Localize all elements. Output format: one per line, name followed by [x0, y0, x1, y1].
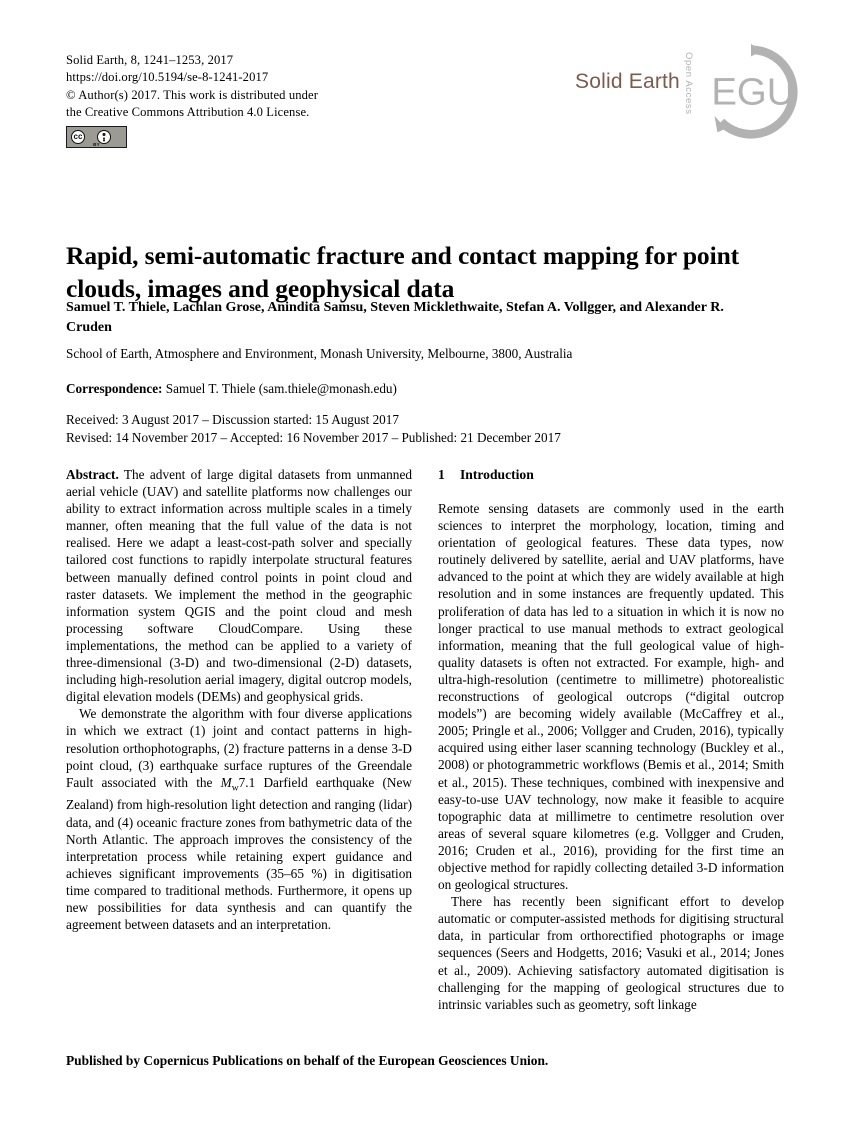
publication-dates — [66, 411, 766, 447]
doi-link[interactable]: https://doi.org/10.5194/se-8-1241-2017 — [66, 70, 269, 85]
creative-commons-icon: cc — [71, 130, 85, 144]
magnitude-subscript: w — [231, 782, 239, 794]
masthead — [66, 52, 486, 148]
abstract-paragraph-1 — [66, 466, 412, 705]
abstract-body-2a: We demonstrate the algorithm with four diverse applications in which we extract (1) joint and contact patterns in high-resolution orthophotographs, (2) fracture patterns in a dense 3-D point cloud, (3) earthquake surface ruptures of the Greendale Fault associated with the — [66, 706, 412, 790]
dates-line-2: Revised: 14 November 2017 – Accepted: 16 November 2017 – Published: 21 December 2017 — [66, 430, 561, 445]
journal-citation-line: Solid Earth, 8, 1241–1253, 2017 — [66, 53, 234, 67]
affiliation: School of Earth, Atmosphere and Environment, Monash University, Melbourne, 3800, Australia — [66, 346, 573, 361]
section-heading-introduction — [438, 466, 784, 483]
person-glyph — [103, 133, 106, 136]
section-title: Introduction — [460, 467, 534, 482]
svg-text:EGU: EGU — [711, 70, 795, 114]
cc-by-license-badge[interactable] — [66, 126, 127, 148]
egu-logo-icon — [703, 44, 799, 140]
dates-line-1: Received: 3 August 2017 – Discussion started: 15 August 2017 — [66, 412, 399, 427]
publisher-footer: Published by Copernicus Publications on behalf of the European Geosciences Union. — [66, 1053, 549, 1068]
magnitude-symbol — [220, 774, 239, 794]
copyright-line-2: the Creative Commons Attribution 4.0 License. — [66, 105, 310, 120]
correspondence-line — [66, 380, 766, 398]
page-title: Rapid, semi-automatic fracture and contact mapping for point clouds, images and geophysical data — [66, 241, 740, 304]
intro-paragraph-2: There has recently been significant effort to develop automatic or computer-assisted methods for digitising structural data, in particular from orthorectified photographs or image sequences (Seers and Hodgetts, 2016; Vasuki et al., 2014; Jones et al., 2009). Achieving satisfactory automated digitisation is challenging for the mapping of geological structures due to intrinsic variables such as geometry, soft linkage — [438, 894, 784, 1012]
abstract-body-1: The advent of large digital datasets from unmanned aerial vehicle (UAV) and satellite platforms now challenges our ability to extract information across multiple scales in a timely manner, often meaning that the full value of the data is not realised. Here we adapt a least-cost-path solver and specially tailored cost functions to rapidly interpolate structural features between manually defined control points in point cloud and raster datasets. We implement the method in the geographic information system QGIS and the point cloud and mesh processing software CloudCompare. Using these implementations, the method can be applied to a variety of three-dimensional (3-D) and two-dimensional (2-D) datasets, including high-resolution aerial imagery, digital outcrop models, digital elevation models (DEMs) and geophysical grids. — [66, 467, 412, 705]
intro-paragraph-1: Remote sensing datasets are commonly used in the earth sciences to interpret the morphology, location, timing and orientation of geological features. These data types, now routinely delivered by satellite, aerial and UAV platforms, have advanced to the point at which they are widely available at high resolution and in some instances are frequently updated. This proliferation of data has led to a situation in which it is now no longer practical to use manual methods to extract geological information, meaning that the full geological value of high-quality datasets is often not extracted. For example, high- and ultra-high-resolution (centimetre to millimetre) photorealistic reconstructions of geological outcrops (“digital outcrop models”) are becoming widely available (McCaffrey et al., 2005; Pringle et al., 2006; Vollgger and Cruden, 2016), typically acquired using either laser scanning technology (Buckley et al., 2008) or photogrammetric workflows (Bemis et al., 2014; Smith et al., 2015). These techniques, combined with inexpensive and easy-to-use UAV technology, now make it feasible to acquire topographic data at millimetre to centimetre resolution over areas of several square kilometres (e.g. Vollgger and Cruden, 2016; Cruden et al., 2016), providing for the first time an objective method for rapidly collecting detailed 3-D information on geological structures. — [438, 501, 784, 893]
journal-logo-block — [575, 48, 805, 138]
abstract-label: Abstract. — [66, 467, 119, 482]
open-access-label: Open Access — [683, 52, 694, 115]
journal-name: Solid Earth — [575, 70, 680, 93]
correspondence-label: Correspondence: — [66, 381, 163, 396]
abstract-paragraph-2 — [66, 705, 412, 933]
correspondence-value[interactable]: Samuel T. Thiele (sam.thiele@monash.edu) — [165, 381, 397, 396]
cc-by-label: BY — [93, 141, 100, 147]
author-list: Samuel T. Thiele, Lachlan Grose, Anindita Samsu, Steven Micklethwaite, Stefan A. Vollgger, and Alexander R. Cruden — [66, 300, 724, 335]
introduction-column — [438, 466, 784, 1013]
section-number: 1 — [438, 467, 445, 482]
copyright-line-1: © Author(s) 2017. This work is distributed under — [66, 87, 319, 102]
abstract-body-2b: 7.1 Darfield earthquake (New Zealand) from high-resolution light detection and ranging (lidar) data, and (4) oceanic fracture zones from bathymetric data of the North Atlantic. The approach improves the consistency of the interpretation process while retaining expert guidance and achieves significant improvements (35–65 %) in digitisation time compared to traditional methods. Furthermore, it opens up new possibilities for data synthesis and can quantify the agreement between datasets and an interpretation. — [66, 774, 412, 933]
magnitude-m: M — [220, 774, 232, 790]
abstract-column — [66, 466, 412, 933]
